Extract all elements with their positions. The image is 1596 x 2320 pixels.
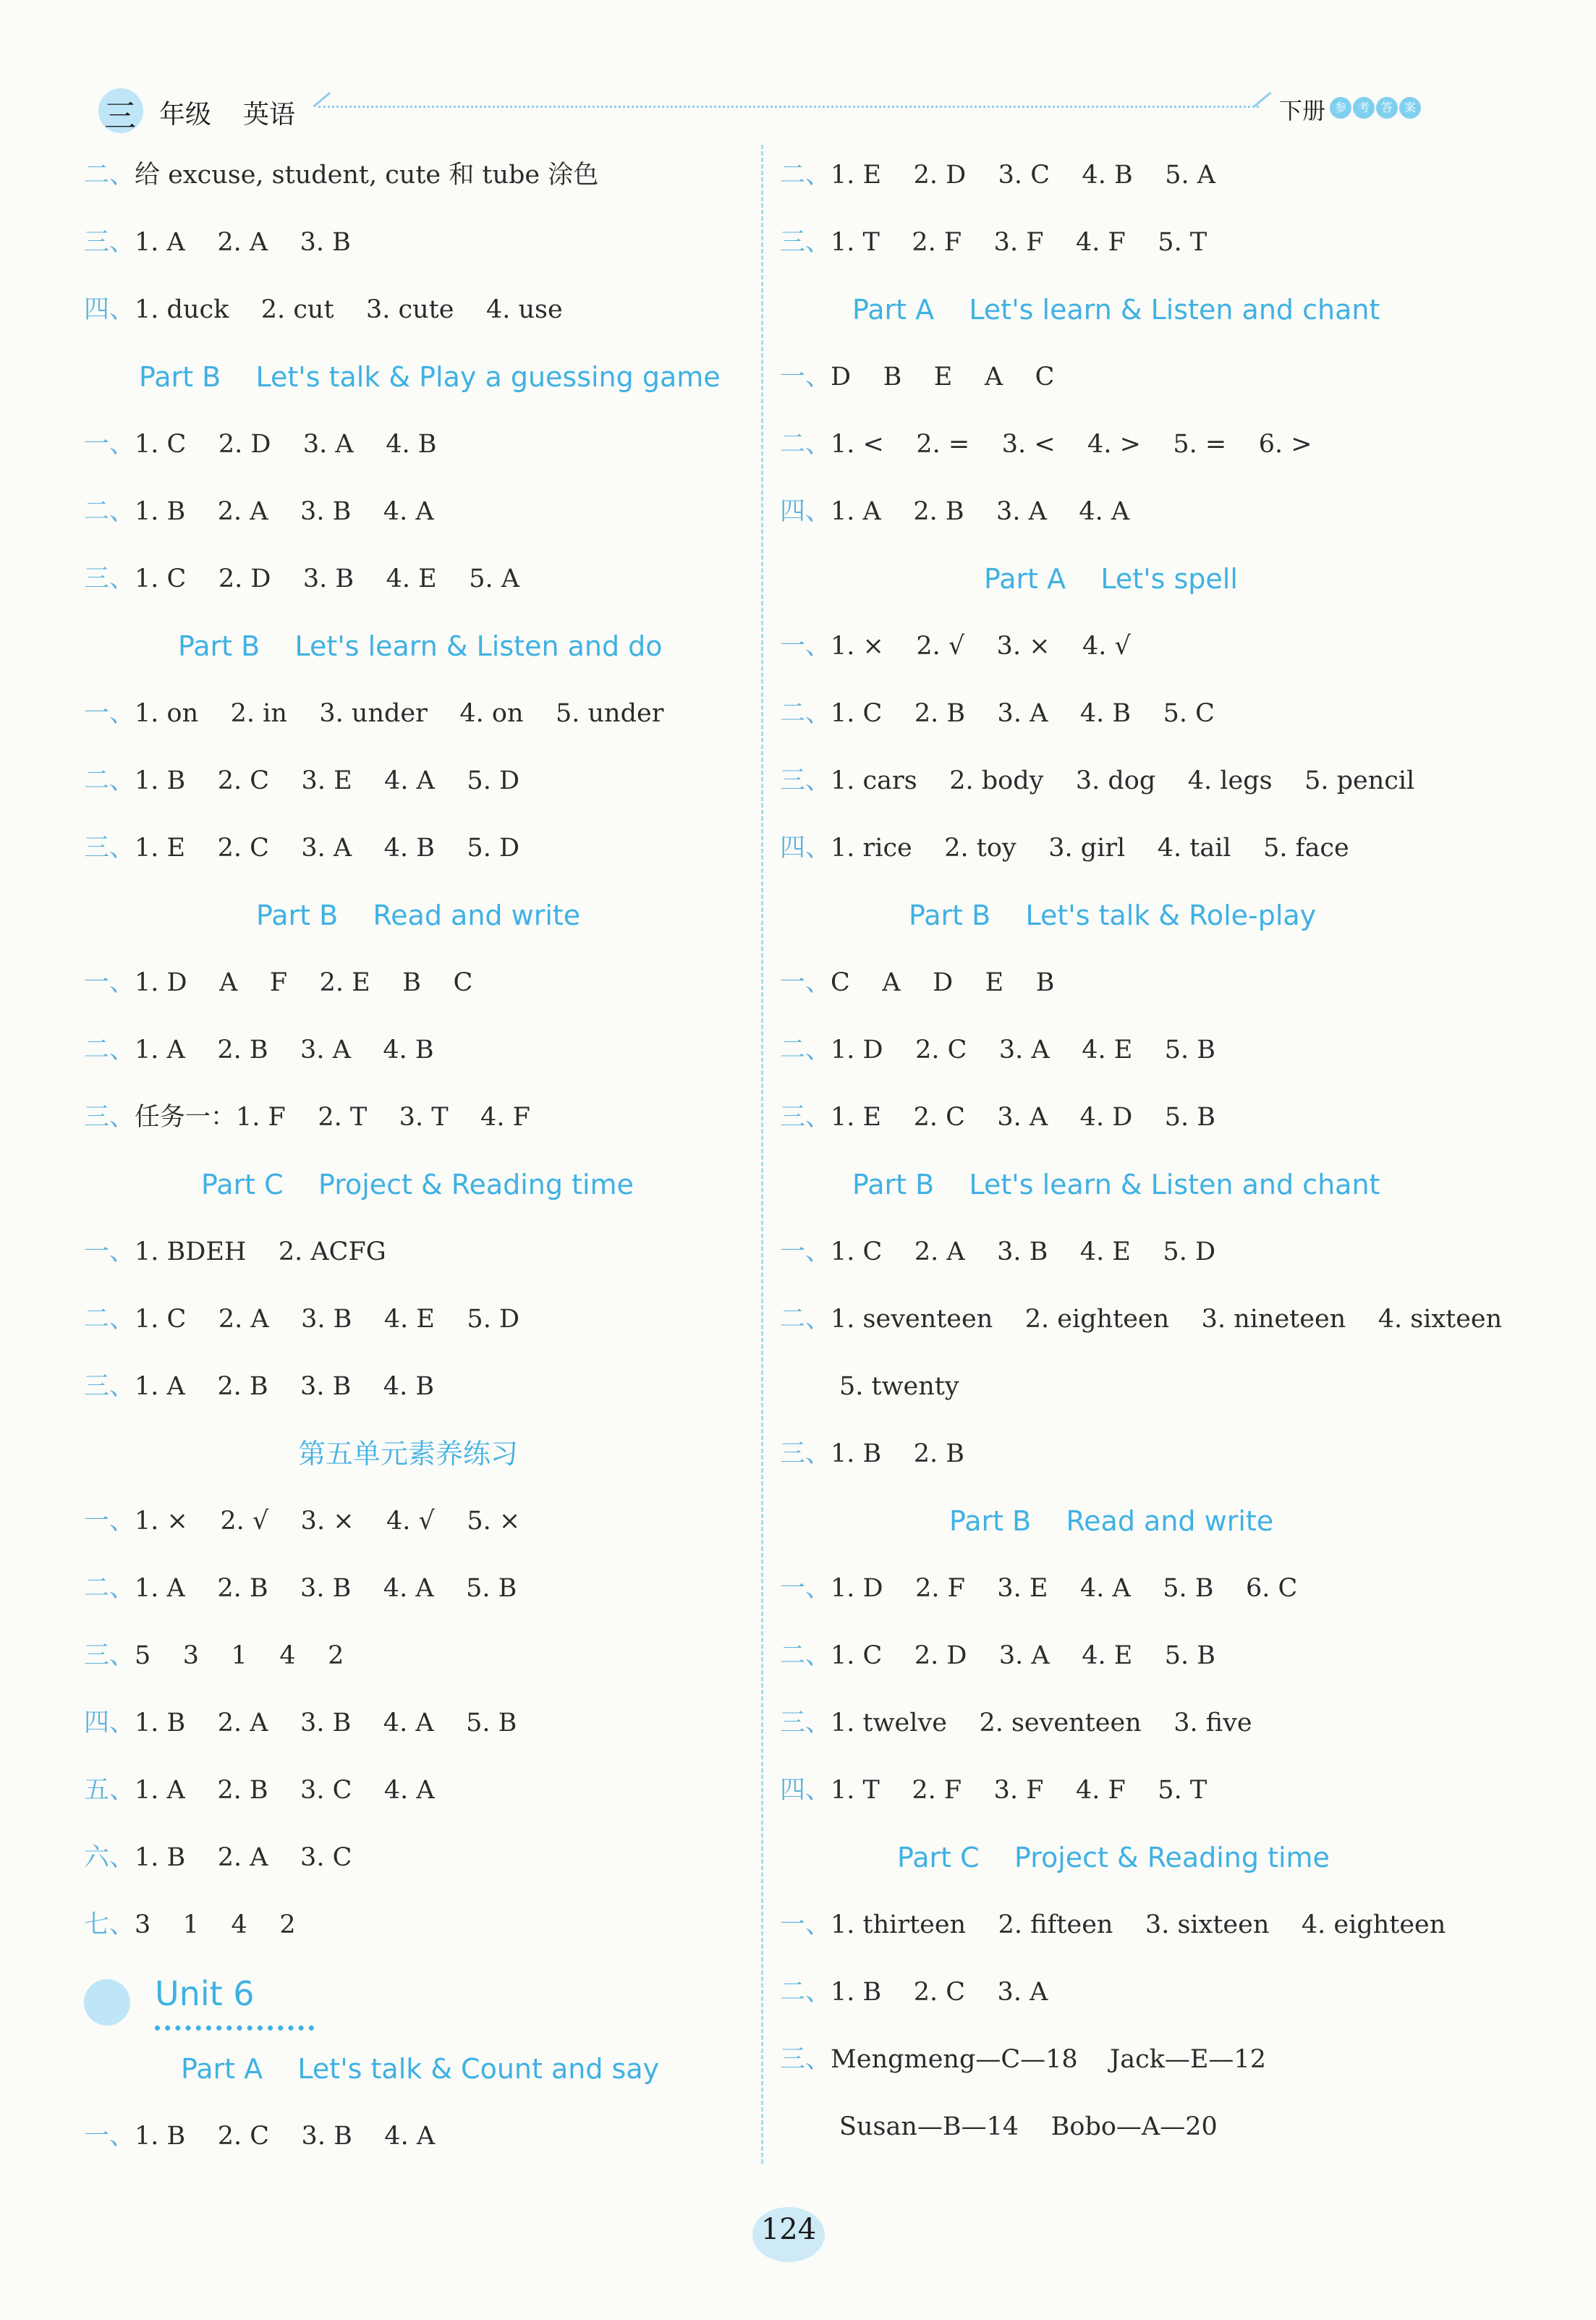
left-column xyxy=(84,142,750,2170)
answer-text: 1. B 2. C 3. E 4. A 5. D xyxy=(135,766,520,795)
question-number: 一、 xyxy=(84,1237,135,1266)
question-number: 二、 xyxy=(780,1305,831,1334)
answer-text: 1. duck 2. cut 3. cute 4. use xyxy=(135,295,563,324)
question-number: 五、 xyxy=(84,1776,135,1805)
unit-title xyxy=(84,1959,750,2036)
answer-text: 3 1 4 2 xyxy=(135,1910,296,1939)
question-number: 一、 xyxy=(84,2122,135,2151)
question-number: 三、 xyxy=(780,228,831,257)
question-number: 二、 xyxy=(780,430,831,459)
answer-text: 1. E 2. C 3. A 4. B 5. D xyxy=(135,834,520,863)
answer-line xyxy=(84,1084,750,1151)
badge: 答 xyxy=(1376,97,1398,119)
answer-line xyxy=(84,748,750,815)
question-number: 三、 xyxy=(84,228,135,257)
badge: 案 xyxy=(1399,97,1421,119)
question-number: 二、 xyxy=(780,1641,831,1670)
question-number: 三、 xyxy=(84,1372,135,1401)
answer-text: Mengmeng—C—18 Jack—E—12 xyxy=(831,2045,1266,2074)
answer-line xyxy=(780,1555,1518,1622)
answer-text: 任务一：1. F 2. T 3. T 4. F xyxy=(135,1103,530,1132)
answer-line xyxy=(84,1488,750,1555)
answer-text: 5 3 1 4 2 xyxy=(135,1641,344,1670)
right-column xyxy=(780,142,1518,2161)
question-number: 二、 xyxy=(84,161,135,190)
unit-circle-icon xyxy=(84,1979,130,2025)
answer-line xyxy=(780,1959,1518,2026)
question-number: 三、 xyxy=(84,564,135,593)
answer-line xyxy=(84,276,750,344)
answer-text: 1. A 2. B 3. A 4. B xyxy=(135,1036,434,1064)
answer-text: 1. BDEH 2. ACFG xyxy=(135,1237,386,1266)
section-heading: Part B Read and write xyxy=(256,899,581,931)
answer-line xyxy=(780,478,1518,546)
answer-line xyxy=(84,142,750,209)
answer-continuation: Susan—B—14 Bobo—A—20 xyxy=(839,2112,1218,2141)
answer-text: 1. cars 2. body 3. dog 4. legs 5. pencil xyxy=(831,766,1415,795)
question-number: 二、 xyxy=(84,1036,135,1064)
page-number: 124 xyxy=(760,2213,817,2246)
answer-line xyxy=(84,1219,750,1286)
answer-text: 1. × 2. √ 3. × 4. √ xyxy=(831,632,1131,661)
answer-line xyxy=(84,1824,750,1892)
answer-text: 1. A 2. B 3. C 4. A xyxy=(135,1776,435,1805)
answer-text: 1. T 2. F 3. F 4. F 5. T xyxy=(831,1776,1207,1805)
badge: 考 xyxy=(1353,97,1375,119)
question-number: 三、 xyxy=(780,2045,831,2074)
answer-text: 1. D 2. F 3. E 4. A 5. B 6. C xyxy=(831,1574,1298,1603)
unit-dotted-underline xyxy=(155,2025,314,2031)
grade-label: 年级 xyxy=(159,100,212,130)
header-dotted-line xyxy=(318,106,1259,108)
answer-line xyxy=(84,680,750,748)
question-number: 二、 xyxy=(780,1036,831,1064)
section-heading: Part B Let's learn & Listen and do xyxy=(178,630,663,662)
answer-text: 给 excuse, student, cute 和 tube 涂色 xyxy=(135,161,599,190)
page-header xyxy=(0,0,1596,145)
answer-line xyxy=(84,815,750,882)
question-number: 四、 xyxy=(84,1709,135,1737)
answer-line xyxy=(84,1892,750,1959)
answer-text: 1. A 2. A 3. B xyxy=(135,228,351,257)
answer-line xyxy=(780,1219,1518,1286)
question-number: 三、 xyxy=(780,1103,831,1132)
question-number: 六、 xyxy=(84,1843,135,1872)
question-number: 一、 xyxy=(780,363,831,391)
answer-text: 1. T 2. F 3. F 4. F 5. T xyxy=(831,228,1207,257)
answer-continuation: 5. twenty xyxy=(839,1372,959,1401)
answer-line xyxy=(780,209,1518,276)
answer-text: 1. E 2. C 3. A 4. D 5. B xyxy=(831,1103,1216,1132)
answer-line xyxy=(84,1622,750,1690)
section-heading: Part A Let's learn & Listen and chant xyxy=(852,294,1380,326)
question-number: 一、 xyxy=(84,1507,135,1536)
answer-text: 1. C 2. D 3. B 4. E 5. A xyxy=(135,564,520,593)
section-heading: Part B Let's talk & Play a guessing game xyxy=(139,361,721,393)
answer-line xyxy=(780,1421,1518,1488)
answer-line xyxy=(780,2026,1518,2093)
answer-text: 1. B 2. B xyxy=(831,1439,964,1468)
answer-line xyxy=(84,1690,750,1757)
answer-line xyxy=(84,1555,750,1622)
question-number: 三、 xyxy=(84,834,135,863)
question-number: 四、 xyxy=(84,295,135,324)
question-number: 七、 xyxy=(84,1910,135,1939)
section-heading: Part B Let's learn & Listen and chant xyxy=(852,1169,1380,1201)
answer-text: 1. C 2. D 3. A 4. E 5. B xyxy=(831,1641,1216,1670)
answer-text: 1. D A F 2. E B C xyxy=(135,968,473,997)
question-number: 三、 xyxy=(780,1709,831,1737)
answer-text: D B E A C xyxy=(831,363,1055,391)
question-number: 三、 xyxy=(84,1641,135,1670)
answer-line xyxy=(84,1757,750,1824)
answer-line xyxy=(84,1353,750,1421)
answer-text: 1. B 2. C 3. A xyxy=(831,1978,1048,2007)
answer-line xyxy=(780,1084,1518,1151)
question-number: 三、 xyxy=(84,1103,135,1132)
answer-line xyxy=(780,344,1518,411)
answer-text: 1. rice 2. toy 3. girl 4. tail 5. face xyxy=(831,834,1349,863)
question-number: 一、 xyxy=(780,1237,831,1266)
question-number: 一、 xyxy=(780,968,831,997)
answer-line xyxy=(780,949,1518,1017)
answer-text: 1. C 2. D 3. A 4. B xyxy=(135,430,437,459)
answer-text: 1. C 2. A 3. B 4. E 5. D xyxy=(135,1305,520,1334)
answer-line xyxy=(780,411,1518,478)
answer-text: 1. E 2. D 3. C 4. B 5. A xyxy=(831,161,1216,190)
answer-line xyxy=(780,613,1518,680)
question-number: 一、 xyxy=(84,430,135,459)
answer-key-badges xyxy=(1330,97,1421,119)
answer-text: 1. A 2. B 3. B 4. B xyxy=(135,1372,435,1401)
answer-line xyxy=(780,1622,1518,1690)
badge: 参 xyxy=(1330,97,1351,119)
grade-number: 三 xyxy=(104,98,136,135)
question-number: 四、 xyxy=(780,834,831,863)
answer-line xyxy=(84,949,750,1017)
question-number: 三、 xyxy=(780,766,831,795)
header-divider-slash xyxy=(1254,92,1272,108)
section-heading: Part B Let's talk & Role-play xyxy=(909,899,1317,931)
answer-text: 1. A 2. B 3. A 4. A xyxy=(831,497,1130,526)
unit-label: Unit 6 xyxy=(155,1974,255,2013)
answer-text: 1. < 2. = 3. < 4. > 5. = 6. > xyxy=(831,430,1312,459)
volume-label: 下册 xyxy=(1279,97,1326,124)
answer-text: 1. B 2. A 3. C xyxy=(135,1843,352,1872)
question-number: 一、 xyxy=(780,1910,831,1939)
answer-line xyxy=(84,411,750,478)
question-number: 二、 xyxy=(780,161,831,190)
answer-line xyxy=(84,478,750,546)
answer-text: 1. B 2. C 3. B 4. A xyxy=(135,2122,436,2151)
question-number: 二、 xyxy=(780,1978,831,2007)
answer-text: 1. B 2. A 3. B 4. A 5. B xyxy=(135,1709,517,1737)
question-number: 一、 xyxy=(780,632,831,661)
answer-line xyxy=(84,1017,750,1084)
answer-text: 1. on 2. in 3. under 4. on 5. under xyxy=(135,699,664,728)
answer-line xyxy=(780,748,1518,815)
section-heading: Part A Let's talk & Count and say xyxy=(181,2053,660,2085)
answer-line xyxy=(780,1757,1518,1824)
section-heading: Part B Read and write xyxy=(949,1505,1274,1537)
answer-text: 1. D 2. C 3. A 4. E 5. B xyxy=(831,1036,1216,1064)
answer-text: 1. C 2. A 3. B 4. E 5. D xyxy=(831,1237,1216,1266)
answer-line xyxy=(780,1690,1518,1757)
question-number: 三、 xyxy=(780,1439,831,1468)
question-number: 一、 xyxy=(84,699,135,728)
answer-text: 1. thirteen 2. fifteen 3. sixteen 4. eighteen xyxy=(831,1910,1446,1939)
answer-line xyxy=(84,1286,750,1353)
question-number: 二、 xyxy=(84,766,135,795)
answer-line xyxy=(780,1017,1518,1084)
answer-line xyxy=(84,209,750,276)
answer-line xyxy=(780,1892,1518,1959)
section-heading: 第五单元素养练习 xyxy=(298,1438,519,1470)
answer-text: 1. B 2. A 3. B 4. A xyxy=(135,497,434,526)
answer-text: 1. A 2. B 3. B 4. A 5. B xyxy=(135,1574,517,1603)
column-divider xyxy=(761,145,763,2164)
subject-label: 英语 xyxy=(243,100,296,130)
answer-text: 1. twelve 2. seventeen 3. five xyxy=(831,1709,1252,1737)
question-number: 二、 xyxy=(84,497,135,526)
question-number: 二、 xyxy=(84,1574,135,1603)
answer-line xyxy=(84,2103,750,2170)
question-number: 一、 xyxy=(84,968,135,997)
section-heading: Part C Project & Reading time xyxy=(897,1842,1330,1874)
section-heading: Part C Project & Reading time xyxy=(201,1169,634,1201)
answer-text: 1. C 2. B 3. A 4. B 5. C xyxy=(831,699,1215,728)
answer-line xyxy=(780,142,1518,209)
answer-line xyxy=(780,1286,1518,1353)
question-number: 四、 xyxy=(780,1776,831,1805)
answer-line xyxy=(780,815,1518,882)
question-number: 二、 xyxy=(84,1305,135,1334)
answer-line xyxy=(84,546,750,613)
question-number: 二、 xyxy=(780,699,831,728)
answer-text: 1. × 2. √ 3. × 4. √ 5. × xyxy=(135,1507,521,1536)
answer-text: C A D E B xyxy=(831,968,1055,997)
section-heading: Part A Let's spell xyxy=(984,563,1238,595)
answer-text: 1. seventeen 2. eighteen 3. nineteen 4. sixteen xyxy=(831,1305,1503,1334)
question-number: 四、 xyxy=(780,497,831,526)
answer-line xyxy=(780,680,1518,748)
question-number: 一、 xyxy=(780,1574,831,1603)
